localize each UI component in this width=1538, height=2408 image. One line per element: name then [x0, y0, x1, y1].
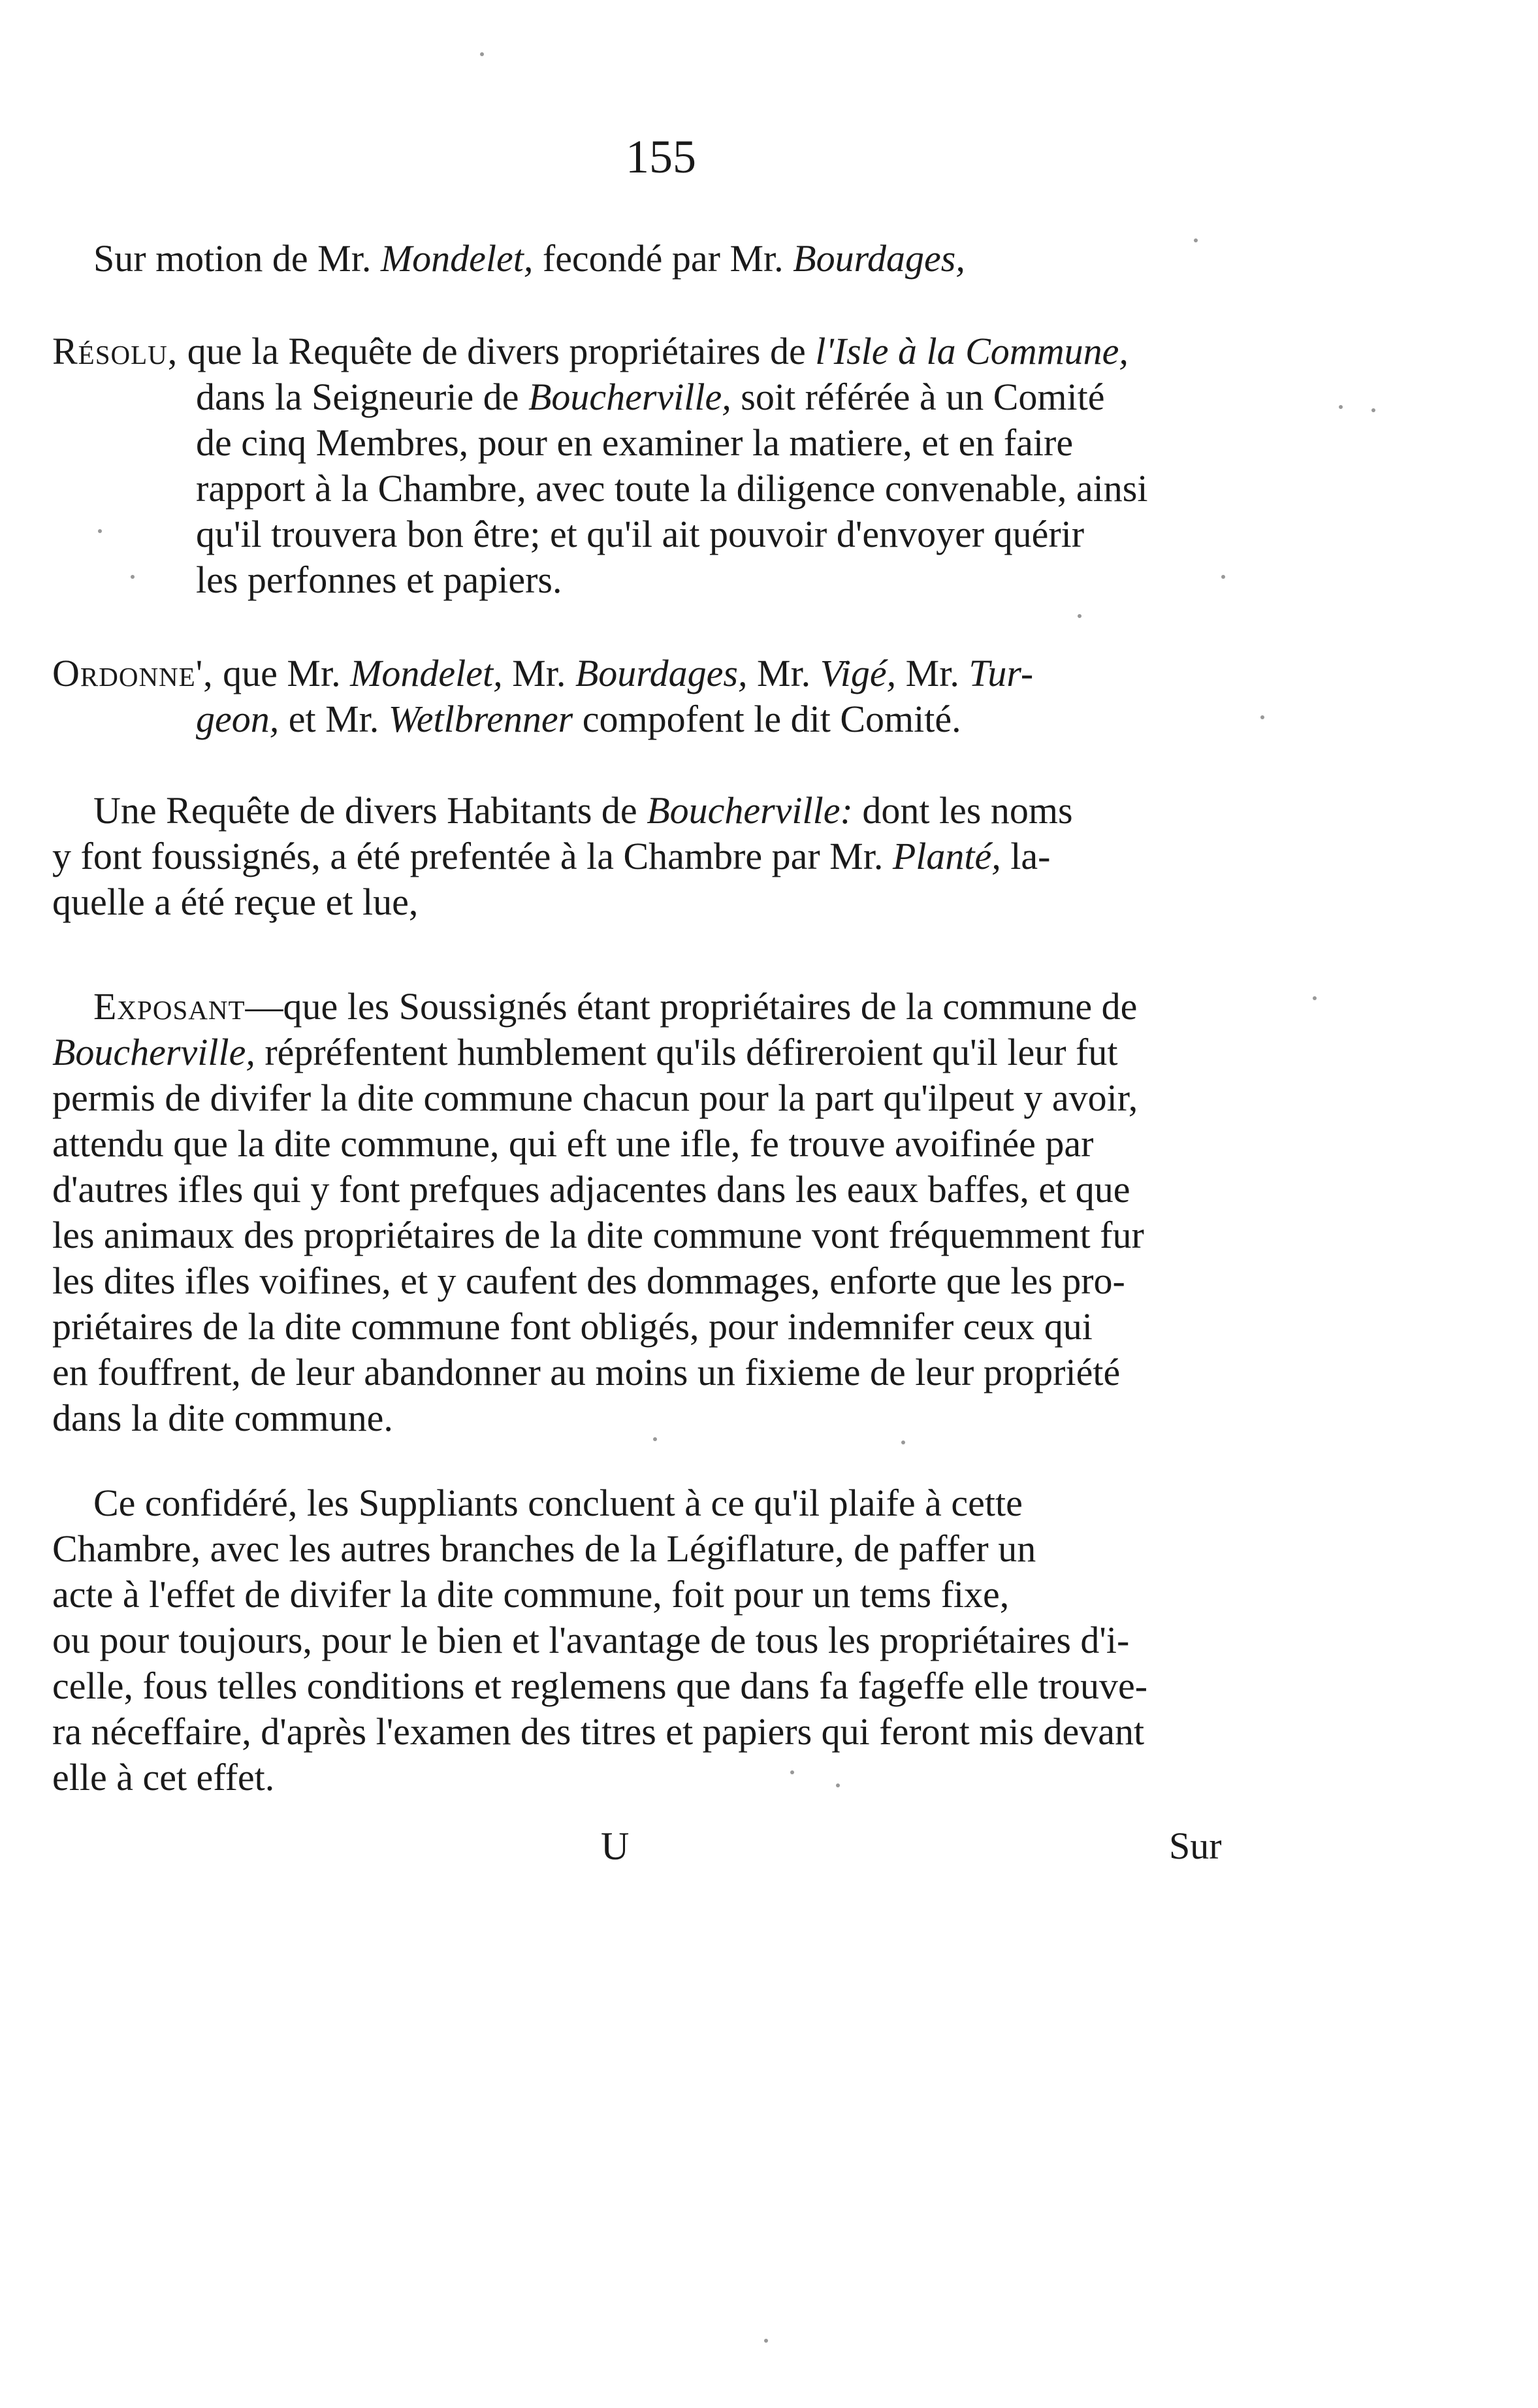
motion-seconder: Bourdages,: [793, 237, 965, 280]
exposant-line-1: [93, 983, 1137, 1030]
ordonne-keyword: Ordonne',: [52, 652, 214, 694]
requete-member: Planté,: [892, 835, 1001, 877]
exposant-keyword: Exposant: [93, 985, 246, 1028]
exposant-place: Boucherville,: [52, 1031, 255, 1073]
resolu-line-3: de cinq Membres, pour en examiner la matiere, et en faire: [196, 421, 1074, 464]
motion-lead: Sur motion de Mr.: [93, 237, 381, 280]
ordonne-text: Mr.: [896, 652, 969, 694]
ordonne-text: et Mr.: [279, 698, 389, 740]
exposant-line-9: en fouffrent, de leur abandonner au moins un fixieme de leur propriété: [52, 1351, 1121, 1393]
resolu-keyword: Résolu,: [52, 330, 178, 372]
considere-line-5: celle, fous telles conditions et reglemens que dans fa fageffe elle trouve-: [52, 1665, 1148, 1707]
exposant-text: —que les Soussignés étant propriétaires de la commune de: [245, 985, 1138, 1028]
resolu-text: soit référée à un Comité: [731, 376, 1105, 418]
exposant-line-8: priétaires de la dite commune font obligés, pour indemnifer ceux qui: [52, 1305, 1093, 1348]
ordonne-line-2: [196, 696, 961, 743]
scan-speck: [1339, 405, 1343, 409]
requete-text: Une Requête de divers Habitants de: [93, 789, 647, 832]
resolu-line-6: les perfonnes et papiers.: [196, 559, 562, 601]
resolu-text: dans la Seigneurie de: [196, 376, 528, 418]
requete-line-3: quelle a été reçue et lue,: [52, 881, 419, 923]
scan-speck: [1260, 715, 1264, 719]
catchword: Sur: [1169, 1825, 1222, 1867]
exposant-line-4: attendu que la dite commune, qui eft une ifle, fe trouve avoifinée par: [52, 1122, 1094, 1165]
scan-speck: [790, 1770, 794, 1774]
requete-line-2: [52, 833, 1050, 880]
member-name: Vigé,: [820, 652, 897, 694]
resolu-line-2: [196, 374, 1105, 421]
motion-mover: Mondelet,: [380, 237, 534, 280]
ordonne-text: Mr.: [502, 652, 575, 694]
exposant-line-5: d'autres ifles qui y font prefques adjacentes dans les eaux baffes, et que: [52, 1168, 1130, 1211]
member-name: Wetlbrenner: [388, 698, 573, 740]
scan-speck: [480, 52, 484, 56]
member-name: geon,: [196, 698, 280, 740]
scan-speck: [1194, 238, 1198, 242]
page-number: 155: [626, 131, 696, 183]
resolu-line-5: qu'il trouvera bon être; et qu'il ait pouvoir d'envoyer quérir: [196, 513, 1085, 555]
requete-text: dont les noms: [852, 789, 1073, 832]
requete-place: Boucherville:: [647, 789, 853, 832]
considere-line-1: Ce confidéré, les Suppliants concluent à ce qu'il plaife à cette: [93, 1482, 1023, 1524]
resolu-place: l'Isle à la Commune,: [815, 330, 1129, 372]
exposant-line-6: les animaux des propriétaires de la dite commune vont fréquemment fur: [52, 1214, 1144, 1256]
exposant-text: répréfentent humblement qu'ils défireroient qu'il leur fut: [255, 1031, 1118, 1073]
requete-line-1: [93, 787, 1073, 834]
scan-speck: [1371, 408, 1375, 412]
ordonne-text: Mr.: [747, 652, 820, 694]
scan-speck: [1313, 996, 1317, 1000]
requete-text: la-: [1001, 835, 1051, 877]
considere-line-6: ra néceffaire, d'après l'examen des titres et papiers qui feront mis devant: [52, 1710, 1145, 1753]
resolu-line-1: [52, 328, 1129, 375]
ordonne-line-1: [52, 650, 1033, 697]
member-name: Mondelet,: [350, 652, 503, 694]
exposant-line-2: [52, 1029, 1117, 1076]
member-name: Tur-: [969, 652, 1034, 694]
requete-text: y font foussignés, a été prefentée à la Chambre par Mr.: [52, 835, 893, 877]
scan-speck: [1221, 575, 1225, 579]
exposant-line-10: dans la dite commune.: [52, 1397, 393, 1439]
considere-line-2: Chambre, avec les autres branches de la Légiflature, de paffer un: [52, 1527, 1036, 1570]
scan-speck: [901, 1440, 905, 1444]
considere-line-3: acte à l'effet de divifer la dite commune, foit pour un tems fixe,: [52, 1573, 1010, 1616]
considere-line-7: elle à cet effet.: [52, 1756, 275, 1798]
scan-speck: [98, 529, 102, 533]
ordonne-text: compofent le dit Comité.: [573, 698, 961, 740]
scan-speck: [836, 1783, 840, 1787]
resolu-place: Boucherville,: [528, 376, 731, 418]
exposant-line-7: les dites ifles voifines, et y caufent des dommages, enforte que les pro-: [52, 1260, 1125, 1302]
member-name: Bourdages,: [575, 652, 748, 694]
scan-speck: [131, 575, 135, 579]
ordonne-text: que Mr.: [213, 652, 351, 694]
scan-speck: [764, 2339, 768, 2343]
considere-line-4: ou pour toujours, pour le bien et l'avantage de tous les propriétaires d'i-: [52, 1619, 1130, 1661]
signature-mark: U: [601, 1825, 630, 1868]
motion-middle: fecondé par Mr.: [533, 237, 793, 280]
resolu-line-4: rapport à la Chambre, avec toute la diligence convenable, ainsi: [196, 467, 1148, 510]
scan-speck: [653, 1437, 657, 1441]
resolu-text: que la Requête de divers propriétaires de: [178, 330, 816, 372]
exposant-line-3: permis de divifer la dite commune chacun pour la part qu'ilpeut y avoir,: [52, 1077, 1138, 1119]
scan-speck: [1078, 614, 1081, 618]
motion-line: [93, 235, 965, 282]
